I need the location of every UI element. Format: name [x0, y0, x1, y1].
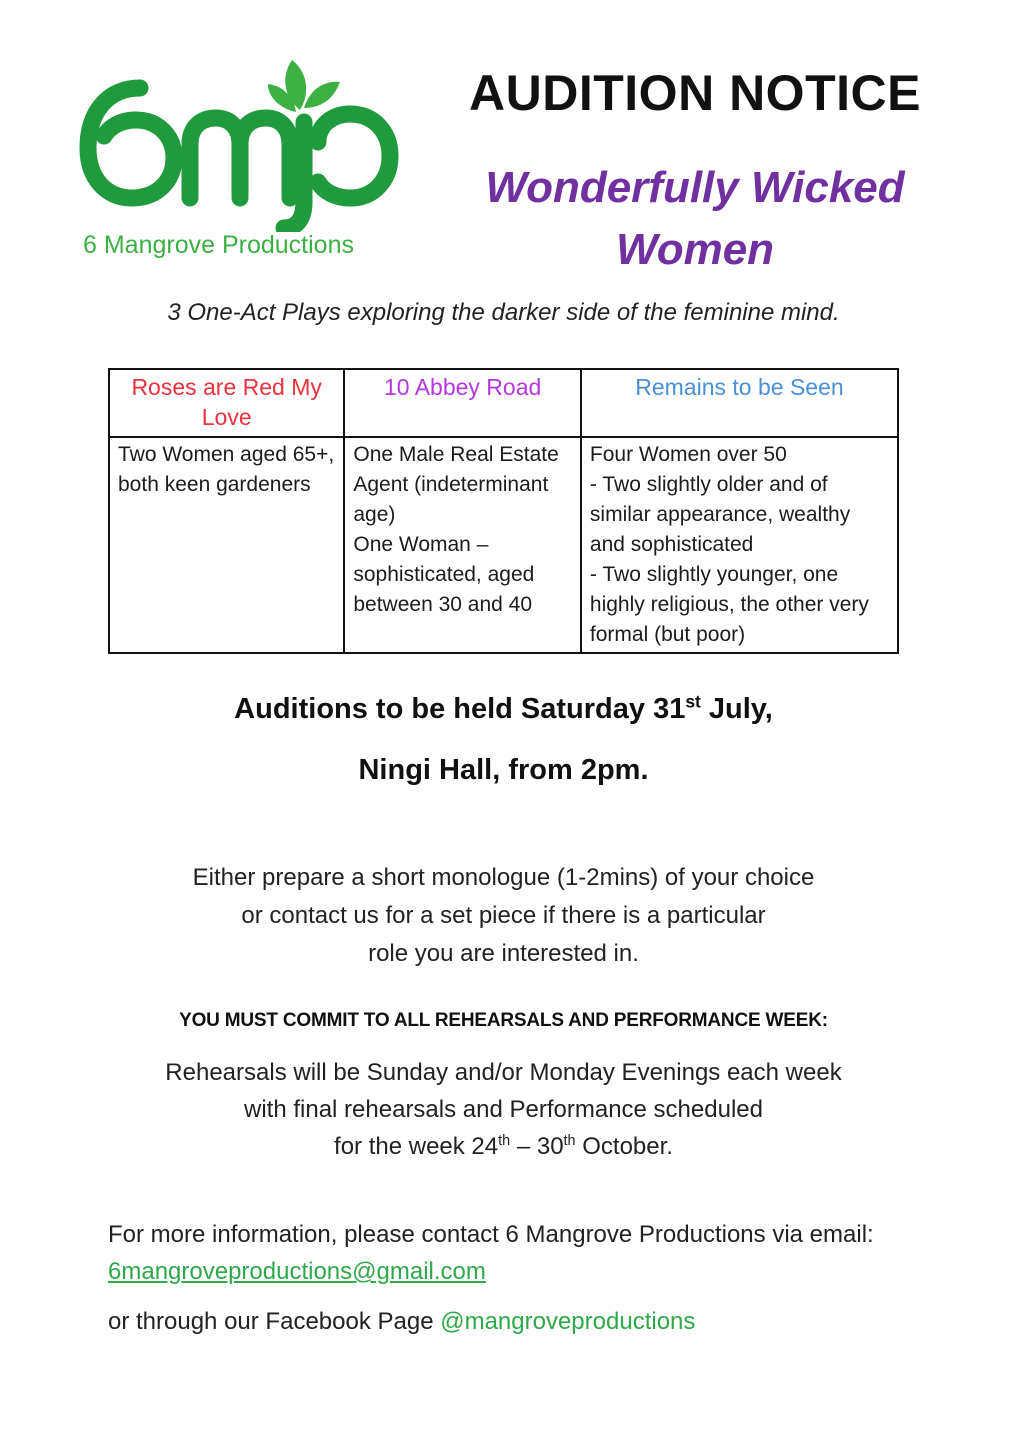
contact-intro: For more information, please contact 6 Mangrove Productions via email:	[108, 1221, 874, 1248]
rehearsal-line: Rehearsals will be Sunday and/or Monday Evenings each week	[165, 1059, 842, 1086]
dates-mid: – 30	[510, 1133, 564, 1160]
logo-caption: 6 Mangrove Productions	[83, 231, 354, 259]
dates-suffix: October.	[575, 1133, 673, 1160]
contact-section	[108, 1216, 988, 1340]
tagline: 3 One-Act Plays exploring the darker side of the feminine mind.	[167, 299, 840, 326]
logo-mark-icon	[78, 52, 408, 232]
preparation-line: Either prepare a short monologue (1-2mins) of your choice	[192, 864, 815, 891]
roles-cell-abbey-road	[344, 437, 581, 653]
audition-date-month: July,	[700, 693, 773, 725]
rehearsal-line: with final rehearsals and Performance scheduled	[244, 1096, 763, 1123]
audition-date	[0, 693, 1007, 726]
play-title-remains: Remains to be Seen	[581, 369, 898, 437]
roles-cell-roses	[109, 437, 344, 653]
preparation-line: role you are interested in.	[368, 940, 639, 967]
dates-prefix: for the week 24	[334, 1133, 499, 1160]
dates-sup-1: th	[498, 1133, 511, 1149]
commitment-heading: YOU MUST COMMIT TO ALL REHEARSALS AND PERFORMANCE WEEK:	[179, 1010, 828, 1031]
show-title-line-2: Women	[615, 225, 775, 274]
play-title-roses: Roses are Red My Love	[109, 369, 344, 437]
notice-title: AUDITION NOTICE	[469, 65, 921, 121]
audition-date-suffix-sup: st	[685, 691, 701, 712]
role-text: One Woman – sophisticated, aged between 30 and 40	[353, 533, 535, 616]
role-text: - Two slightly older and of similar appearance, wealthy and sophisticated	[589, 473, 851, 556]
audition-date-prefix: Auditions to be held Saturday 31	[234, 693, 686, 725]
cast-table-roles-row	[109, 437, 898, 653]
roles-cell-remains	[581, 437, 898, 653]
role-text: One Male Real Estate Agent (indeterminant age)	[353, 443, 559, 526]
facebook-handle-link[interactable]: @mangroveproductions	[440, 1308, 696, 1335]
facebook-line	[108, 1303, 988, 1340]
cast-table-header-row	[109, 369, 898, 437]
show-title-line-1: Wonderfully Wicked	[485, 163, 905, 212]
show-title	[440, 157, 950, 281]
preparation-line: or contact us for a set piece if there is a particular	[241, 902, 766, 929]
rehearsal-schedule	[0, 1054, 1007, 1165]
audition-venue: Ningi Hall, from 2pm.	[358, 754, 649, 786]
facebook-prefix: or through our Facebook Page	[108, 1308, 441, 1335]
role-text: Two Women aged 65+, both keen gardeners	[118, 443, 335, 496]
dates-sup-2: th	[563, 1133, 576, 1149]
cast-table	[108, 368, 899, 654]
play-title-abbey-road: 10 Abbey Road	[344, 369, 581, 437]
preparation-text	[0, 859, 1007, 973]
rehearsal-line-dates	[0, 1128, 1007, 1165]
role-text: Four Women over 50	[589, 443, 787, 466]
role-text: - Two slightly younger, one highly religious, the other very formal (but poor)	[589, 563, 869, 646]
email-link[interactable]: 6mangroveproductions@gmail.com	[108, 1258, 486, 1285]
